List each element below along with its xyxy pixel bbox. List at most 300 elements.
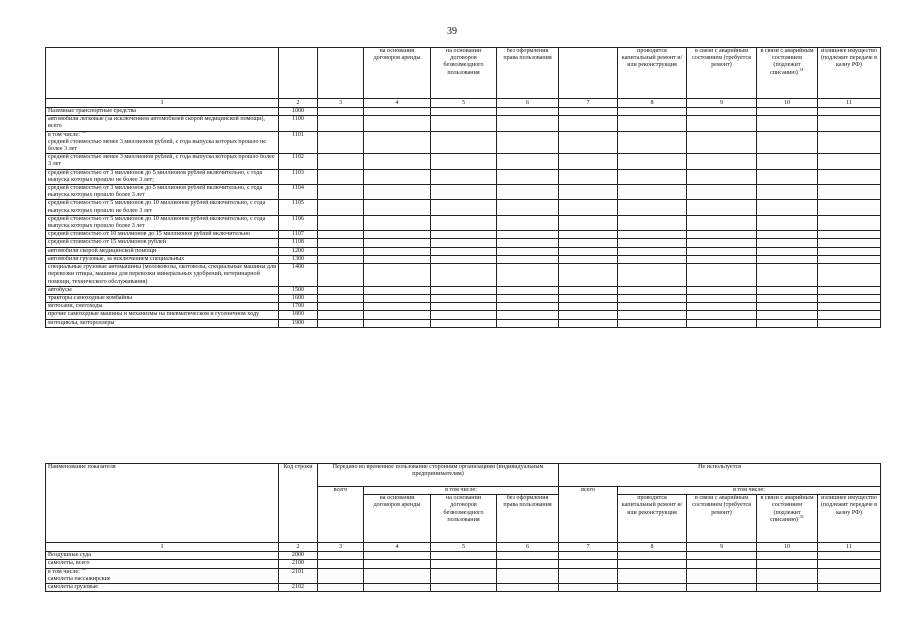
- value-cell[interactable]: [318, 108, 364, 116]
- value-cell[interactable]: [559, 294, 618, 302]
- row-code: 2000: [279, 552, 318, 560]
- header-emergency-writeoff: в связи с аварийным состоянием (подлежит списанию) $^{31}$: [757, 495, 818, 543]
- value-cell[interactable]: [431, 303, 497, 311]
- value-cell[interactable]: [618, 552, 687, 560]
- value-cell[interactable]: [687, 169, 757, 184]
- row-name: [46, 108, 279, 116]
- row-name: [46, 116, 279, 131]
- row-name-text: самолеты пассажирские: [48, 575, 111, 582]
- value-cell[interactable]: [687, 131, 757, 154]
- value-cell[interactable]: [364, 584, 431, 592]
- table-body: [46, 108, 881, 328]
- row-name-text: средней стоимостью от 5 миллионов до 10 миллионов рублей включительно, с года выпуска которых прошло более 3 лет: [48, 215, 266, 230]
- value-cell[interactable]: [318, 560, 364, 568]
- column-number: 2: [279, 99, 318, 108]
- column-number: 10: [757, 543, 818, 552]
- value-cell[interactable]: [687, 247, 757, 255]
- value-cell[interactable]: [757, 185, 818, 200]
- table-row: [46, 200, 881, 215]
- value-cell[interactable]: [757, 169, 818, 184]
- value-cell[interactable]: [431, 264, 497, 287]
- header-row-code: Код строки: [279, 464, 318, 543]
- value-cell[interactable]: [497, 255, 559, 263]
- value-cell[interactable]: [818, 239, 881, 247]
- value-cell[interactable]: [559, 552, 618, 560]
- row-name: [46, 294, 279, 302]
- value-cell[interactable]: [559, 247, 618, 255]
- value-cell[interactable]: [431, 584, 497, 592]
- value-cell[interactable]: [364, 108, 431, 116]
- value-cell[interactable]: [818, 169, 881, 184]
- value-cell[interactable]: [497, 239, 559, 247]
- value-cell[interactable]: [757, 108, 818, 116]
- value-cell[interactable]: [364, 294, 431, 302]
- value-cell[interactable]: [618, 215, 687, 230]
- row-name: [46, 154, 279, 169]
- value-cell[interactable]: [618, 560, 687, 568]
- value-cell[interactable]: [618, 239, 687, 247]
- value-cell[interactable]: [364, 231, 431, 239]
- value-cell[interactable]: [818, 255, 881, 263]
- table-row: [46, 303, 881, 311]
- value-cell[interactable]: [618, 568, 687, 583]
- header-total: всего: [318, 487, 364, 543]
- value-cell[interactable]: [559, 255, 618, 263]
- row-name-text: средней стоимостью от 5 миллионов до 10 миллионов рублей включительно, с года выпуска которых прошло не более 3 лет: [48, 200, 266, 214]
- value-cell[interactable]: [497, 247, 559, 255]
- value-cell[interactable]: [618, 255, 687, 263]
- table-row: [46, 131, 881, 154]
- table-row: [46, 255, 881, 263]
- value-cell[interactable]: [364, 247, 431, 255]
- value-cell[interactable]: [431, 560, 497, 568]
- column-number: 7: [559, 99, 618, 108]
- row-name-text: тракторы самоходные комбайны: [48, 294, 133, 301]
- vehicles-table: [45, 47, 881, 328]
- value-cell[interactable]: [618, 319, 687, 327]
- table-row: [46, 552, 881, 560]
- value-cell[interactable]: [364, 303, 431, 311]
- value-cell[interactable]: [687, 303, 757, 311]
- value-cell[interactable]: [431, 247, 497, 255]
- column-number: 3: [318, 99, 364, 108]
- value-cell[interactable]: [318, 185, 364, 200]
- header-including: в том числе:: [618, 487, 881, 495]
- value-cell[interactable]: [618, 247, 687, 255]
- value-cell[interactable]: [687, 116, 757, 131]
- column-number: 3: [318, 543, 364, 552]
- value-cell[interactable]: [318, 552, 364, 560]
- value-cell[interactable]: [818, 131, 881, 154]
- value-cell[interactable]: [818, 264, 881, 287]
- column-number: 6: [497, 543, 559, 552]
- value-cell[interactable]: [431, 319, 497, 327]
- value-cell[interactable]: [431, 255, 497, 263]
- value-cell[interactable]: [757, 255, 818, 263]
- row-code: 1102: [279, 154, 318, 169]
- value-cell[interactable]: [431, 552, 497, 560]
- value-cell[interactable]: [757, 560, 818, 568]
- value-cell[interactable]: [364, 311, 431, 319]
- header-including: в том числе:: [364, 487, 559, 495]
- value-cell[interactable]: [497, 560, 559, 568]
- value-cell[interactable]: [497, 131, 559, 154]
- value-cell[interactable]: [318, 319, 364, 327]
- value-cell[interactable]: [818, 247, 881, 255]
- value-cell[interactable]: [618, 303, 687, 311]
- value-cell[interactable]: [559, 169, 618, 184]
- value-cell[interactable]: [364, 552, 431, 560]
- row-name: [46, 169, 279, 184]
- value-cell[interactable]: [687, 552, 757, 560]
- column-number: 9: [687, 543, 757, 552]
- column-numbers-row: [46, 543, 881, 552]
- value-cell[interactable]: [687, 255, 757, 263]
- value-cell[interactable]: [687, 185, 757, 200]
- value-cell[interactable]: [618, 264, 687, 287]
- value-cell[interactable]: [687, 568, 757, 583]
- value-cell[interactable]: [818, 185, 881, 200]
- header-surplus: излишнее имущество (подлежит передаче в казну РФ): [818, 48, 881, 99]
- table-row: [46, 311, 881, 319]
- value-cell[interactable]: [559, 116, 618, 131]
- value-cell[interactable]: [431, 108, 497, 116]
- value-cell[interactable]: [618, 584, 687, 592]
- table-row: [46, 108, 881, 116]
- value-cell[interactable]: [559, 131, 618, 154]
- value-cell[interactable]: [431, 200, 497, 215]
- value-cell[interactable]: [497, 169, 559, 184]
- row-name: [46, 286, 279, 294]
- value-cell[interactable]: [497, 215, 559, 230]
- column-number: 4: [364, 99, 431, 108]
- value-cell[interactable]: [618, 200, 687, 215]
- column-number: 4: [364, 543, 431, 552]
- value-cell[interactable]: [687, 560, 757, 568]
- value-cell[interactable]: [318, 264, 364, 287]
- row-name-text: автобусы: [48, 286, 72, 293]
- value-cell[interactable]: [497, 319, 559, 327]
- header-emergency-repair: в связи с аварийным состоянием (требуется ремонт): [687, 495, 757, 543]
- table-row: [46, 568, 881, 583]
- row-code: 1600: [279, 294, 318, 302]
- value-cell[interactable]: [364, 264, 431, 287]
- value-cell[interactable]: [757, 286, 818, 294]
- row-code: 1105: [279, 200, 318, 215]
- row-name-text: средней стоимостью менее 3 миллионов рублей, с года выпуска которых прошло более 3 лет: [48, 154, 275, 168]
- value-cell[interactable]: [364, 131, 431, 154]
- header-not-used: Не используется: [559, 464, 881, 487]
- row-name: [46, 552, 279, 560]
- value-cell[interactable]: [687, 319, 757, 327]
- value-cell[interactable]: [318, 154, 364, 169]
- value-cell[interactable]: [431, 294, 497, 302]
- value-cell[interactable]: [818, 568, 881, 583]
- row-name: [46, 185, 279, 200]
- column-number: 6: [497, 99, 559, 108]
- row-code: 1500: [279, 286, 318, 294]
- value-cell[interactable]: [618, 185, 687, 200]
- value-cell[interactable]: [497, 552, 559, 560]
- value-cell[interactable]: [818, 303, 881, 311]
- value-cell[interactable]: [431, 239, 497, 247]
- value-cell[interactable]: [818, 108, 881, 116]
- value-cell[interactable]: [559, 311, 618, 319]
- table-row: [46, 294, 881, 302]
- value-cell[interactable]: [818, 154, 881, 169]
- row-code: 1800: [279, 311, 318, 319]
- column-number: 9: [687, 99, 757, 108]
- value-cell[interactable]: [818, 319, 881, 327]
- table-header-row: [46, 48, 881, 99]
- row-name: [46, 303, 279, 311]
- row-name-text: в том числе:: [48, 568, 80, 575]
- row-code: 1101: [279, 131, 318, 154]
- value-cell[interactable]: [687, 108, 757, 116]
- value-cell[interactable]: [318, 231, 364, 239]
- value-cell[interactable]: [757, 319, 818, 327]
- value-cell[interactable]: [318, 200, 364, 215]
- row-code: 1000: [279, 108, 318, 116]
- value-cell[interactable]: [364, 116, 431, 131]
- value-cell[interactable]: [618, 286, 687, 294]
- value-cell[interactable]: [559, 154, 618, 169]
- value-cell[interactable]: [757, 239, 818, 247]
- value-cell[interactable]: [431, 169, 497, 184]
- value-cell[interactable]: [757, 215, 818, 230]
- value-cell[interactable]: [497, 311, 559, 319]
- value-cell[interactable]: [757, 200, 818, 215]
- value-cell[interactable]: [318, 247, 364, 255]
- value-cell[interactable]: [757, 247, 818, 255]
- value-cell[interactable]: [618, 231, 687, 239]
- table-row: [46, 239, 881, 247]
- header-free-use: на основании договоров безвозмездного пользования: [431, 48, 497, 99]
- row-code: 1700: [279, 303, 318, 311]
- value-cell[interactable]: [618, 108, 687, 116]
- value-cell[interactable]: [757, 231, 818, 239]
- value-cell[interactable]: [757, 154, 818, 169]
- value-cell[interactable]: [818, 231, 881, 239]
- table-row: [46, 584, 881, 592]
- value-cell[interactable]: [431, 568, 497, 583]
- value-cell[interactable]: [818, 116, 881, 131]
- table-header-row: [46, 464, 881, 487]
- value-cell[interactable]: [687, 239, 757, 247]
- row-name: [46, 131, 279, 154]
- column-number: 8: [618, 543, 687, 552]
- row-name-text: автомобили легковые (за исключением автомобилей скорой медицинской помощи), всего: [48, 116, 265, 130]
- value-cell[interactable]: [318, 584, 364, 592]
- value-cell[interactable]: [497, 303, 559, 311]
- value-cell[interactable]: [431, 185, 497, 200]
- value-cell[interactable]: [559, 319, 618, 327]
- row-name: [46, 311, 279, 319]
- row-name: [46, 247, 279, 255]
- value-cell[interactable]: [757, 116, 818, 131]
- value-cell[interactable]: [431, 311, 497, 319]
- value-cell[interactable]: [559, 286, 618, 294]
- value-cell[interactable]: [431, 215, 497, 230]
- value-cell[interactable]: [757, 294, 818, 302]
- value-cell[interactable]: [559, 303, 618, 311]
- row-name-text: Воздушные суда: [48, 552, 91, 559]
- value-cell[interactable]: [559, 560, 618, 568]
- value-cell[interactable]: [431, 116, 497, 131]
- row-code: 1100: [279, 116, 318, 131]
- value-cell[interactable]: [757, 303, 818, 311]
- column-number: 2: [279, 543, 318, 552]
- value-cell[interactable]: [618, 116, 687, 131]
- aircraft-table: [45, 463, 881, 592]
- value-cell[interactable]: [318, 286, 364, 294]
- row-name-text: самолеты, всего: [48, 560, 90, 567]
- table-row: [46, 286, 881, 294]
- value-cell[interactable]: [818, 584, 881, 592]
- value-cell[interactable]: [687, 200, 757, 215]
- value-cell[interactable]: [318, 215, 364, 230]
- value-cell[interactable]: [818, 294, 881, 302]
- value-cell[interactable]: [431, 286, 497, 294]
- value-cell[interactable]: [431, 131, 497, 154]
- footnote-ref: 30: [81, 131, 86, 134]
- value-cell[interactable]: [559, 231, 618, 239]
- value-cell[interactable]: [687, 294, 757, 302]
- value-cell[interactable]: [318, 131, 364, 154]
- column-number: 5: [431, 99, 497, 108]
- value-cell[interactable]: [618, 294, 687, 302]
- value-cell[interactable]: [687, 584, 757, 592]
- value-cell[interactable]: [559, 264, 618, 287]
- value-cell[interactable]: [757, 131, 818, 154]
- value-cell[interactable]: [497, 568, 559, 583]
- value-cell[interactable]: [364, 200, 431, 215]
- value-cell[interactable]: [497, 108, 559, 116]
- value-cell[interactable]: [687, 286, 757, 294]
- row-code: 2102: [279, 584, 318, 592]
- value-cell[interactable]: [364, 185, 431, 200]
- table-row: [46, 154, 881, 169]
- column-numbers-row: [46, 99, 881, 108]
- value-cell[interactable]: [618, 311, 687, 319]
- footnote-ref: 30: [81, 568, 86, 571]
- value-cell[interactable]: [818, 311, 881, 319]
- value-cell[interactable]: [318, 116, 364, 131]
- value-cell[interactable]: [687, 231, 757, 239]
- value-cell[interactable]: [618, 169, 687, 184]
- column-number: 1: [46, 99, 279, 108]
- value-cell[interactable]: [818, 552, 881, 560]
- value-cell[interactable]: [559, 108, 618, 116]
- value-cell[interactable]: [818, 286, 881, 294]
- value-cell[interactable]: [559, 215, 618, 230]
- value-cell[interactable]: [497, 264, 559, 287]
- value-cell[interactable]: [497, 154, 559, 169]
- value-cell[interactable]: [757, 552, 818, 560]
- row-name: [46, 231, 279, 239]
- value-cell[interactable]: [318, 311, 364, 319]
- header-repair: проводится капитальный ремонт и/или реконструкция: [618, 48, 687, 99]
- row-code: 1104: [279, 185, 318, 200]
- value-cell[interactable]: [318, 303, 364, 311]
- value-cell[interactable]: [757, 311, 818, 319]
- row-name: [46, 584, 279, 592]
- row-code: 2101: [279, 568, 318, 583]
- value-cell[interactable]: [364, 255, 431, 263]
- value-cell[interactable]: [559, 200, 618, 215]
- value-cell[interactable]: [364, 286, 431, 294]
- value-cell[interactable]: [364, 239, 431, 247]
- value-cell[interactable]: [559, 568, 618, 583]
- value-cell[interactable]: [318, 568, 364, 583]
- value-cell[interactable]: [497, 286, 559, 294]
- value-cell[interactable]: [687, 264, 757, 287]
- value-cell[interactable]: [497, 116, 559, 131]
- table-row: [46, 185, 881, 200]
- row-name: [46, 264, 279, 287]
- value-cell[interactable]: [559, 185, 618, 200]
- value-cell[interactable]: [364, 319, 431, 327]
- value-cell[interactable]: [687, 215, 757, 230]
- row-name-text: самолеты грузовые: [48, 584, 98, 591]
- table-row: [46, 560, 881, 568]
- value-cell[interactable]: [687, 154, 757, 169]
- row-name: [46, 560, 279, 568]
- value-cell[interactable]: [757, 568, 818, 583]
- value-cell[interactable]: [757, 584, 818, 592]
- table-row: [46, 231, 881, 239]
- value-cell[interactable]: [818, 200, 881, 215]
- value-cell[interactable]: [757, 264, 818, 287]
- table-body: [46, 552, 881, 592]
- value-cell[interactable]: [318, 255, 364, 263]
- value-cell[interactable]: [818, 560, 881, 568]
- value-cell[interactable]: [497, 294, 559, 302]
- value-cell[interactable]: [618, 154, 687, 169]
- value-cell[interactable]: [364, 568, 431, 583]
- row-name: [46, 568, 279, 583]
- value-cell[interactable]: [497, 584, 559, 592]
- value-cell[interactable]: [364, 169, 431, 184]
- value-cell[interactable]: [364, 215, 431, 230]
- value-cell[interactable]: [364, 560, 431, 568]
- value-cell[interactable]: [318, 294, 364, 302]
- value-cell[interactable]: [497, 185, 559, 200]
- value-cell[interactable]: [318, 169, 364, 184]
- value-cell[interactable]: [559, 584, 618, 592]
- column-number: 10: [757, 99, 818, 108]
- column-number: 11: [818, 99, 881, 108]
- value-cell[interactable]: [431, 231, 497, 239]
- value-cell[interactable]: [618, 131, 687, 154]
- value-cell[interactable]: [559, 239, 618, 247]
- row-name-text: специальные грузовые автомашины (молоковозы, скотовозы, специальные машины для перевозки птицы, машины для перевозки минеральных удобрений, ветеринарной помощи, технического обслуживания): [48, 264, 276, 285]
- value-cell[interactable]: [687, 311, 757, 319]
- value-cell[interactable]: [318, 239, 364, 247]
- column-number: 1: [46, 543, 279, 552]
- value-cell[interactable]: [364, 154, 431, 169]
- column-number: 11: [818, 543, 881, 552]
- row-name-text: средней стоимостью от 10 миллионов до 15 миллионов рублей включительно: [48, 231, 251, 238]
- value-cell[interactable]: [431, 154, 497, 169]
- value-cell[interactable]: [497, 200, 559, 215]
- value-cell[interactable]: [818, 215, 881, 230]
- value-cell[interactable]: [497, 231, 559, 239]
- row-name: [46, 215, 279, 230]
- row-code: 1300: [279, 255, 318, 263]
- row-name-text: прочие самоходные машины и механизмы на пневматическом и гусеничном ходу: [48, 311, 260, 318]
- header-emergency-writeoff: в связи с аварийным состоянием (подлежит списанию) $^{31}$: [757, 48, 818, 99]
